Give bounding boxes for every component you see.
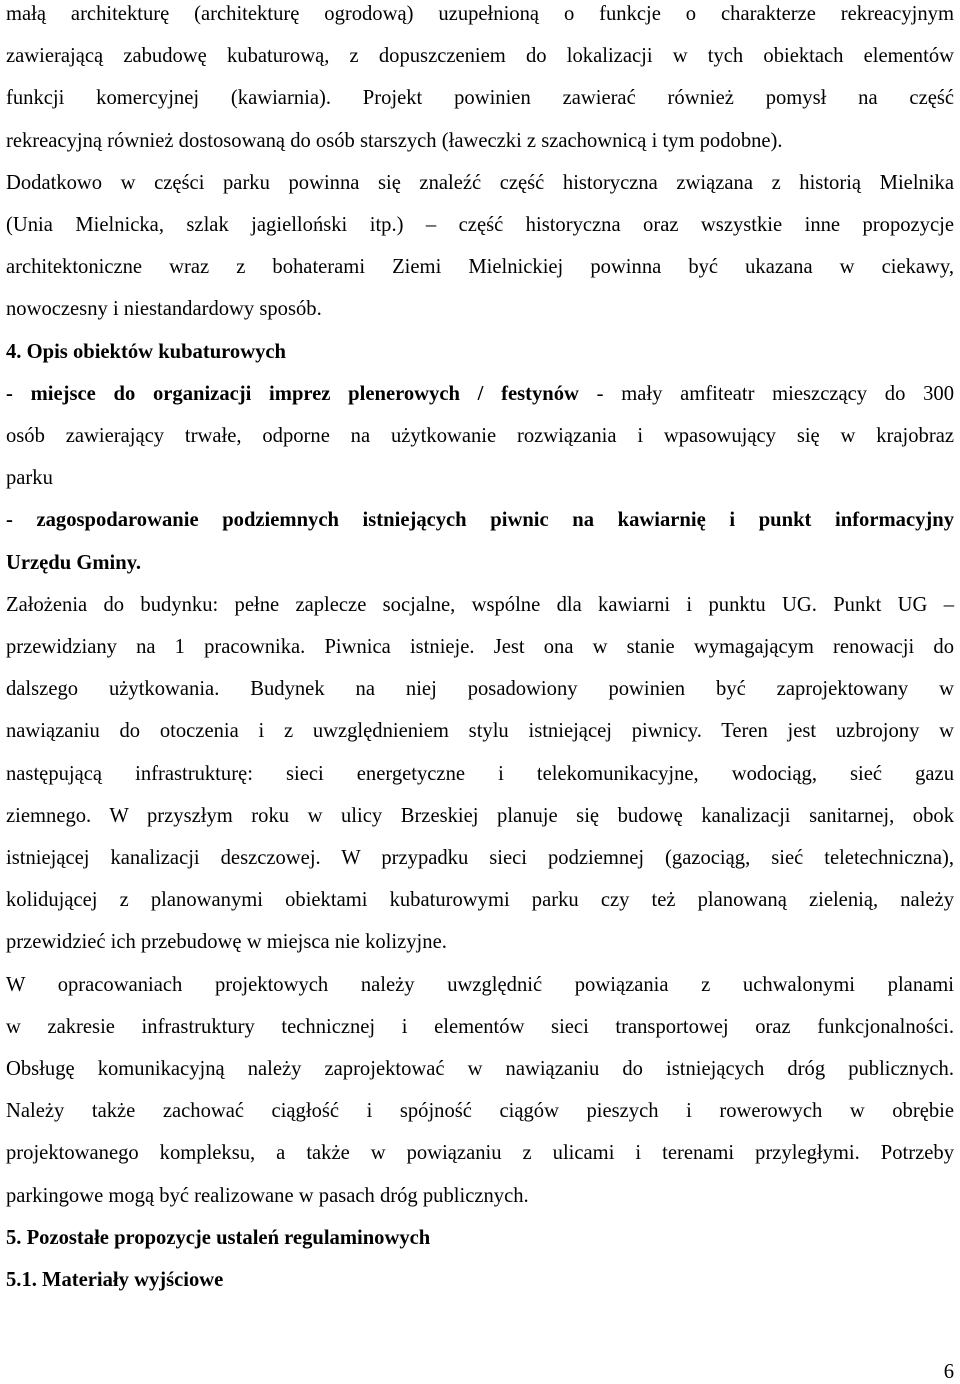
text-line (6, 551, 954, 575)
body-text: nawiązaniu do otoczenia i z uwzględnieniem stylu istniejącej piwnicy. Teren jest uzbrojony w (6, 720, 954, 743)
text-line (6, 424, 954, 448)
text-line (6, 255, 954, 279)
body-text: dalszego użytkowania. Budynek na niej posadowiony powinien być zaprojektowany w (6, 678, 954, 701)
text-line (6, 973, 954, 997)
body-text: Obsługę komunikacyjną należy zaprojektować w nawiązaniu do istniejących dróg publicznych. (6, 1058, 954, 1080)
text-line (6, 1268, 954, 1292)
text-line (6, 846, 954, 870)
body-text: przewidziany na 1 pracownika. Piwnica istnieje. Jest ona w stanie wymagającym renowacji do (6, 636, 954, 658)
text-line (6, 171, 954, 195)
bold-text: 4. Opis obiektów kubaturowych (6, 340, 286, 363)
bold-text: - miejsce do organizacji imprez plenerowych / festynów (6, 382, 579, 405)
body-text: ziemnego. W przyszłym roku w ulicy Brzeskiej planuje się budowę kanalizacji sanitarnej, obok (6, 804, 954, 827)
body-text: osób zawierający trwałe, odporne na użytkowanie rozwiązania i wpasowujący się w krajobraz (6, 425, 954, 447)
text-line (6, 762, 954, 786)
text-line (6, 1099, 954, 1123)
text-line (6, 382, 954, 406)
page-number: 6 (943, 1361, 954, 1383)
text-line (6, 213, 954, 237)
text-line (6, 1057, 954, 1081)
body-text: kolidującej z planowanymi obiektami kubaturowymi parku czy też planowaną zielenią, należy (6, 889, 954, 912)
body-text: zawierającą zabudowę kubaturową, z dopuszczeniem do lokalizacji w tych obiektach elementów (6, 45, 954, 68)
body-text: w zakresie infrastruktury technicznej i elementów sieci transportowej oraz funkcjonalności. (6, 1015, 954, 1038)
text-line (6, 1141, 954, 1165)
body-text: - mały amfiteatr mieszczący do 300 (578, 382, 955, 405)
text-line (6, 677, 954, 701)
body-text: parku (6, 467, 53, 490)
text-line (6, 1184, 954, 1208)
body-text: W opracowaniach projektowych należy uwzględnić powiązania z uchwalonymi planami (6, 973, 954, 996)
body-text: przewidzieć ich przebudowę w miejsca nie kolizyjne. (6, 931, 447, 954)
body-text: nowoczesny i niestandardowy sposób. (6, 298, 322, 321)
body-text: funkcji komercyjnej (kawiarnia). Projekt powinien zawierać również pomysł na część (6, 87, 954, 110)
bold-text: 5. Pozostałe propozycje ustaleń regulaminowych (6, 1226, 431, 1249)
text-line (6, 297, 954, 321)
text-line (6, 804, 954, 828)
text-line (6, 1015, 954, 1039)
body-text: następującą infrastrukturę: sieci energetyczne i telekomunikacyjne, wodociąg, sieć gazu (6, 762, 954, 785)
text-line (6, 719, 954, 743)
body-text: rekreacyjną również dostosowaną do osób starszych (ławeczki z szachownicą i tym podobne). (6, 129, 783, 152)
bold-text: Urzędu Gminy. (6, 551, 142, 574)
text-line (6, 86, 954, 110)
body-text: istniejącej kanalizacji deszczowej. W przypadku sieci podziemnej (gazociąg, sieć teletechniczna), (6, 847, 954, 869)
body-text: Należy także zachować ciągłość i spójność ciągów pieszych i rowerowych w obrębie (6, 1100, 954, 1123)
text-line (6, 1226, 954, 1250)
text-line (6, 508, 954, 532)
text-line (6, 635, 954, 659)
bold-text: - zagospodarowanie podziemnych istniejących piwnic na kawiarnię i punkt informacyjny (6, 509, 954, 532)
text-line (6, 2, 954, 26)
body-text: (Unia Mielnicka, szlak jagielloński itp.) – część historyczna oraz wszystkie inne propozycje (6, 214, 954, 236)
bold-text: 5.1. Materiały wyjściowe (6, 1269, 224, 1291)
body-text: parkingowe mogą być realizowane w pasach dróg publicznych. (6, 1184, 529, 1207)
text-line (6, 466, 954, 490)
body-text: Dodatkowo w części parku powinna się znaleźć część historyczna związana z historią Mielnika (6, 171, 954, 194)
text-line (6, 930, 954, 954)
text-line (6, 129, 954, 153)
text-line (6, 340, 954, 364)
text-line (6, 888, 954, 912)
text-line (6, 593, 954, 617)
body-text: Założenia do budynku: pełne zaplecze socjalne, wspólne dla kawiarni i punktu UG. Punkt UG – (6, 593, 954, 616)
body-text: projektowanego kompleksu, a także w powiązaniu z ulicami i terenami przyległymi. Potrzeby (6, 1142, 954, 1165)
body-text: architektoniczne wraz z bohaterami Ziemi Mielnickiej powinna być ukazana w ciekawy, (6, 256, 954, 279)
text-line (6, 44, 954, 68)
body-text: małą architekturę (architekturę ogrodową) uzupełnioną o funkcje o charakterze rekreacyjnym (6, 3, 954, 25)
